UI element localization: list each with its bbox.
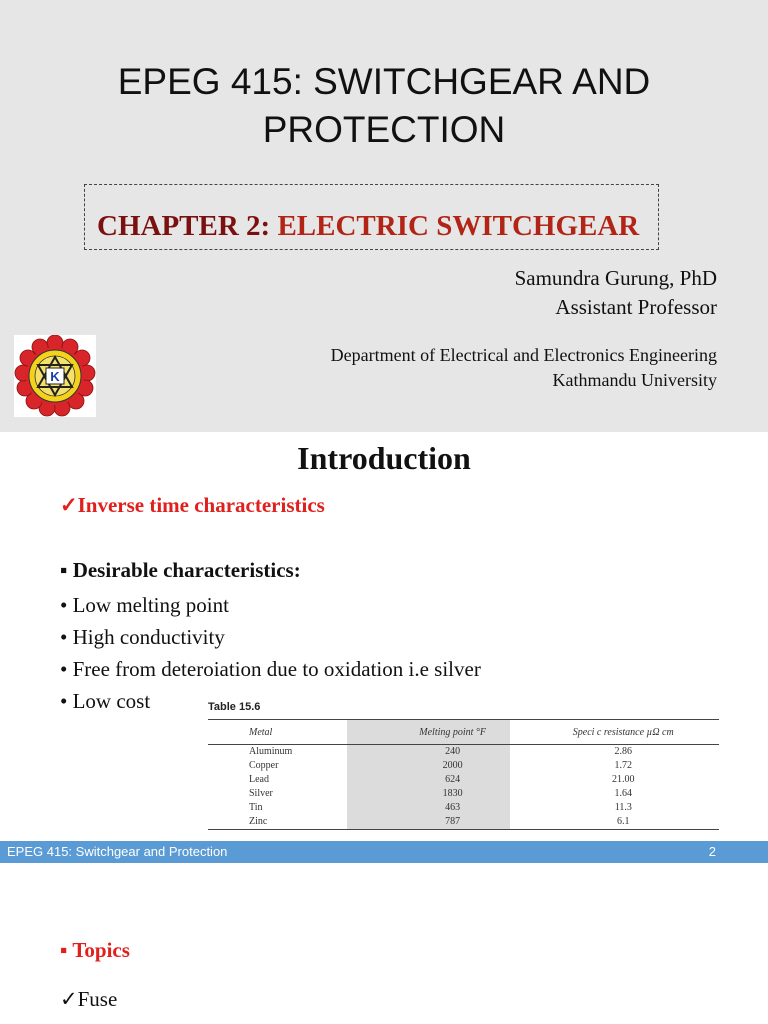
list-item: • Low melting point [60, 593, 229, 617]
author-title: Assistant Professor [555, 295, 717, 319]
chapter-title [97, 210, 639, 243]
table-row [208, 759, 719, 773]
list-item: • High conductivity [60, 625, 225, 649]
cell-melting-point: 463 [445, 802, 461, 813]
department-name: Department of Electrical and Electronics Engineering [330, 345, 717, 365]
course-title-line2: PROTECTION [262, 109, 506, 150]
metal-table-wrapper [208, 719, 719, 830]
list-item: • Free from deteroiation due to oxidation i.e silver [60, 657, 481, 681]
table-header-row [208, 720, 719, 745]
footer-page-number: 2 [708, 844, 716, 859]
title-slide [0, 0, 768, 432]
footer-course-name: EPEG 415: Switchgear and Protection [7, 844, 228, 859]
cell-resistance: 11.3 [614, 802, 632, 813]
cell-melting-point: 787 [378, 815, 528, 830]
list-item: • Low cost [60, 689, 151, 713]
topics-heading: ▪ Topics [60, 938, 130, 962]
cell-melting-point: 2000 [442, 760, 463, 771]
cell-resistance: 1.64 [614, 788, 632, 799]
cell-metal: Lead [249, 774, 269, 785]
header-metal: Metal [208, 720, 378, 745]
header-resistance: Speci c resistance µΩ cm [528, 720, 719, 745]
cell-resistance: 2.86 [614, 746, 632, 757]
cell-resistance: 1.72 [614, 760, 632, 771]
characteristics-list [60, 589, 481, 717]
department-block [331, 343, 717, 393]
table-caption: Table 15.6 [208, 701, 261, 713]
chapter-name: ELECTRIC SWITCHGEAR [277, 210, 640, 242]
course-title-line1: EPEG 415: SWITCHGEAR AND [117, 61, 651, 102]
cell-resistance: 6.1 [528, 815, 719, 830]
cell-metal: Tin [249, 802, 263, 813]
table-row [208, 745, 719, 760]
cell-resistance: 21.00 [612, 774, 635, 785]
table-row [208, 773, 719, 787]
slide-footer [0, 841, 768, 863]
inverse-time-heading: ✓Inverse time characteristics [60, 493, 325, 517]
table-row [208, 787, 719, 801]
author-block [515, 264, 717, 322]
cell-melting-point: 624 [445, 774, 461, 785]
cell-metal: Aluminum [249, 746, 293, 757]
cell-melting-point: 1830 [442, 788, 463, 799]
course-title [0, 58, 768, 154]
cell-metal: Silver [249, 788, 273, 799]
metal-properties-table [208, 719, 719, 830]
cell-melting-point: 240 [445, 746, 461, 757]
desirable-heading: ▪ Desirable characteristics: [60, 558, 301, 582]
author-name: Samundra Gurung, PhD [514, 266, 717, 290]
table-row [208, 815, 719, 830]
header-melting-point: Melting point °F [378, 720, 528, 745]
table-row [208, 801, 719, 815]
university-name: Kathmandu University [552, 370, 717, 390]
chapter-label: CHAPTER 2: [97, 210, 271, 242]
cell-metal: Copper [249, 760, 279, 771]
topic-item-fuse: ✓Fuse [60, 987, 118, 1011]
university-logo [14, 335, 96, 417]
slide-title: Introduction [297, 440, 471, 476]
logo-letter: K [50, 369, 60, 384]
cell-metal: Zinc [208, 815, 378, 830]
